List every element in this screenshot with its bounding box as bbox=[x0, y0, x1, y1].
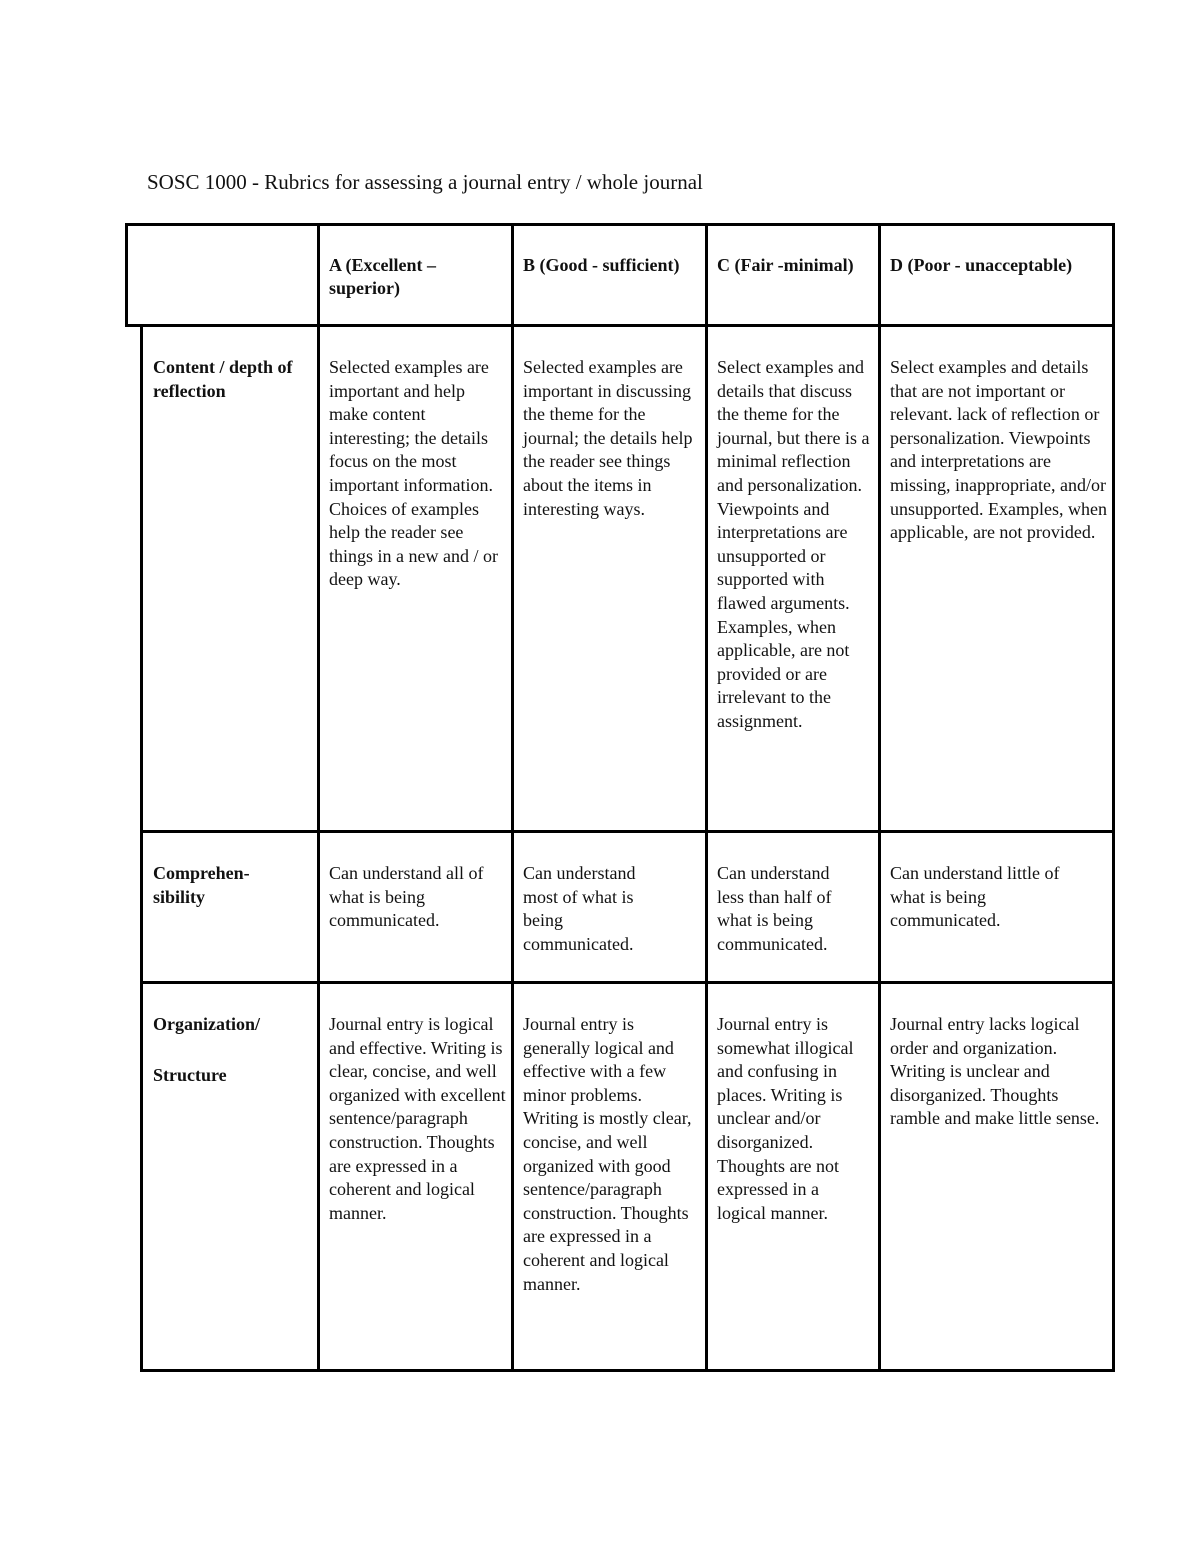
table-border-left-body bbox=[140, 324, 143, 1372]
content-depth-grade-d: Select examples and details that are not important or relevant. lack of reflection or personalization. Viewpoints and interpretations are missing, inappropriate, and/or unsupported. Examples, when applicable, are not provided. bbox=[890, 357, 1107, 543]
criterion-organization-line: Organization/ bbox=[153, 1014, 260, 1034]
table-border-right bbox=[1112, 223, 1115, 1372]
column-divider-3 bbox=[705, 223, 708, 1372]
table-border-left-header bbox=[125, 223, 128, 327]
comprehensibility-grade-b: Can understand most of what is being communicated. bbox=[523, 863, 636, 954]
content-depth-grade-a: Selected examples are important and help make content interesting; the details focus on the most important information. Choices of examples help the reader see things in a new and / or deep way. bbox=[329, 357, 498, 590]
table-border-top bbox=[125, 223, 1115, 226]
header-grade-c: C (Fair -minimal) bbox=[717, 255, 854, 275]
row-divider-1 bbox=[140, 830, 1115, 833]
organization-grade-b: Journal entry is generally logical and effective with a few minor problems. Writing is mostly clear, concise, and well organized with good sentence/paragraph construction. Thoughts are expressed in a coherent and logical manner. bbox=[523, 1014, 692, 1294]
criterion-organization-structure bbox=[153, 1013, 303, 1087]
row-divider-2 bbox=[140, 981, 1115, 984]
comprehensibility-grade-c: Can understand less than half of what is being communicated. bbox=[717, 863, 832, 954]
comprehensibility-grade-d: Can understand little of what is being communicated. bbox=[890, 863, 1060, 931]
table-border-bottom bbox=[140, 1369, 1115, 1372]
column-divider-4 bbox=[878, 223, 881, 1372]
criterion-structure-line: Structure bbox=[153, 1064, 227, 1085]
column-divider-2 bbox=[511, 223, 514, 1372]
header-row-divider bbox=[125, 324, 1115, 327]
organization-grade-c: Journal entry is somewhat illogical and confusing in places. Writing is unclear and/or disorganized. Thoughts are not expressed in a logical manner. bbox=[717, 1014, 854, 1223]
header-grade-b: B (Good - sufficient) bbox=[523, 255, 680, 275]
column-divider-1 bbox=[317, 223, 320, 1372]
content-depth-grade-c: Select examples and details that discuss the theme for the journal, but there is a minimal reflection and personalization. Viewpoints and interpretations are unsupported or supported with flawed arguments. Examples, when applicable, are not provided or are irrelevant to the assignment. bbox=[717, 357, 870, 731]
criterion-comprehensibility: Comprehen-sibility bbox=[153, 863, 250, 907]
content-depth-grade-b: Selected examples are important in discussing the theme for the journal; the details help the reader see things about the items in interesting ways. bbox=[523, 357, 693, 519]
header-grade-a: A (Excellent – superior) bbox=[329, 255, 436, 298]
header-grade-d: D (Poor - unacceptable) bbox=[890, 255, 1073, 275]
organization-grade-a: Journal entry is logical and effective. Writing is clear, concise, and well organized with excellent sentence/paragraph construction. Thoughts are expressed in a coherent and logical manner. bbox=[329, 1014, 506, 1223]
comprehensibility-grade-a: Can understand all of what is being communicated. bbox=[329, 863, 484, 931]
document-title: SOSC 1000 - Rubrics for assessing a journal entry / whole journal bbox=[147, 170, 703, 194]
organization-grade-d: Journal entry lacks logical order and organization. Writing is unclear and disorganized. Thoughts ramble and make little sense. bbox=[890, 1014, 1100, 1129]
criterion-content-depth: Content / depth of reflection bbox=[153, 357, 293, 401]
